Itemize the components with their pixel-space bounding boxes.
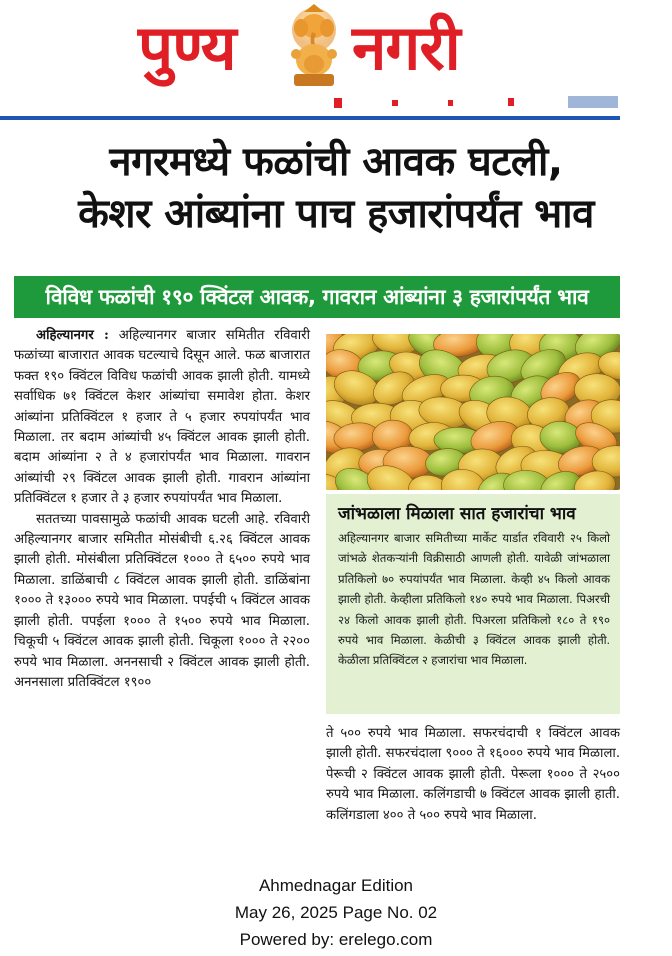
article-paragraph-3: ते ५०० रुपये भाव मिळाला. सफरचंदाची १ क्विंटल आवक झाली होती. सफरचंदाला ९००० ते १६००० रुपये भाव मिळाला. पेरूची २ क्विंटल आवक झाली होती. पेरूला १००० ते २५०० रुपये भाव मिळाला. कलिंगडाची ७ क्विंटल आवक झाली हाती. कलिंगडाला ४०० ते ५०० रुपये भाव मिळाला.: [326, 726, 621, 823]
powered-by-label: Powered by: erelego.com: [239, 930, 433, 949]
headline-line-1: नगरमध्ये फळांची आवक घटली,: [109, 139, 563, 185]
masthead-rule: [0, 116, 620, 120]
logo-text-right: नगरी: [352, 11, 460, 84]
sidebar-box-title: जांभळाला मिळाला सात हजारांचा भाव: [338, 504, 576, 524]
masthead: [0, 0, 672, 122]
sidebar-box: [326, 494, 620, 714]
headline-line-2: केशर आंब्यांना पाच हजारांपर्यंत भाव: [78, 191, 594, 237]
sidebar-box-body: अहिल्यानगर बाजार समितीच्या मार्केट यार्डात रविवारी २५ किलो जांभळे शेतकऱ्यांनी विक्रीसाठी आणली होती. यावेळी जांभळाला प्रतिकिलो ७० रुपयांपर्यंत भाव मिळाला. केव्ही ४५ किलो आवक झाली होती. केव्हीला प्रतिकिलो १४० रुपये भाव मिळाला. पिअरची २४ किलो आवक झाली होती. पिअरला प्रतिकिलो १८० ते १९० रुपये भाव मिळाला. केळीची ३ क्विंटल आवक झाली होती. केळीला प्रतिक्विंटल २ हजारांचा भाव मिळाला.: [338, 531, 610, 668]
date-page-label: May 26, 2025 Page No. 02: [234, 903, 438, 922]
paragraph-2-text: सततच्या पावसामुळे फळांची आवक घटली आहे. रविवारी अहिल्यानगर बाजार समितीत मोसंबीची ६.२६ क्विंटल आवक झाली होती. मोसंबीला प्रतिक्विंटल १००० ते ६५०० रुपये भाव मिळाला. डाळिंबाची ८ क्विंटल आवक झाली होती. डाळिंबांना १००० ते १३००० रुपये भाव मिळाला. पपईची ५ क्विंटल आवक झाली होती. पपईला १००० ते १५०० रुपये भाव मिळाला. चिकूची ५ क्विंटल आवक झाली होती. चिकूला १००० ते २२०० रुपये भाव मिळाला. अननसाची २ क्विंटल आवक झाली होती. अननसाला प्रतिक्विंटल १९००: [14, 511, 310, 690]
paragraph-1-text: अहिल्यानगर बाजार समितीत रविवारी फळांच्या बाजारात आवक घटल्याचे दिसून आले. फळ बाजारात फक्त १९० क्विंटल विविध फळांची आवक झाली होती. यामध्ये सर्वाधिक ७१ क्विंटल केशर आंब्यांचा समावेश होता. केशर आंब्यांना प्रतिक्विंटल १ हजार ते ५ हजार रुपयांपर्यंत भाव मिळाला. तर बदाम आंब्यांची ४५ क्विंटल आवक झाली होती. बदाम आंब्यांना २ ते ४ हजारांपर्यंत भाव मिळाला. गावरान आंब्यांची २९ क्विंटल आवक झाली होती. गावरान आंब्यांना प्रतिक्विंटल १ हजार ते ३ हजार रुपयांपर्यंत भाव मिळाला.: [14, 328, 310, 507]
article-column-left: [14, 326, 310, 693]
article-column-right: [326, 724, 620, 826]
logo-text-left: पुण्य: [138, 11, 236, 84]
edition-label: Ahmednagar Edition: [258, 876, 414, 895]
page-footer: [0, 872, 672, 953]
article-paragraph-1: [14, 326, 310, 510]
ganesh-logo-icon: [282, 4, 346, 88]
mangoes-photo: [326, 334, 620, 490]
article-paragraph-2: [14, 510, 310, 694]
masthead-decorative-strip: [330, 92, 620, 110]
subheadline: विविध फळांची १९० क्विंटल आवक, गावरान आंब्यांना ३ हजारांपर्यंत भाव: [14, 276, 620, 318]
dateline: अहिल्यानगर :: [36, 328, 109, 343]
headline: [0, 136, 672, 240]
